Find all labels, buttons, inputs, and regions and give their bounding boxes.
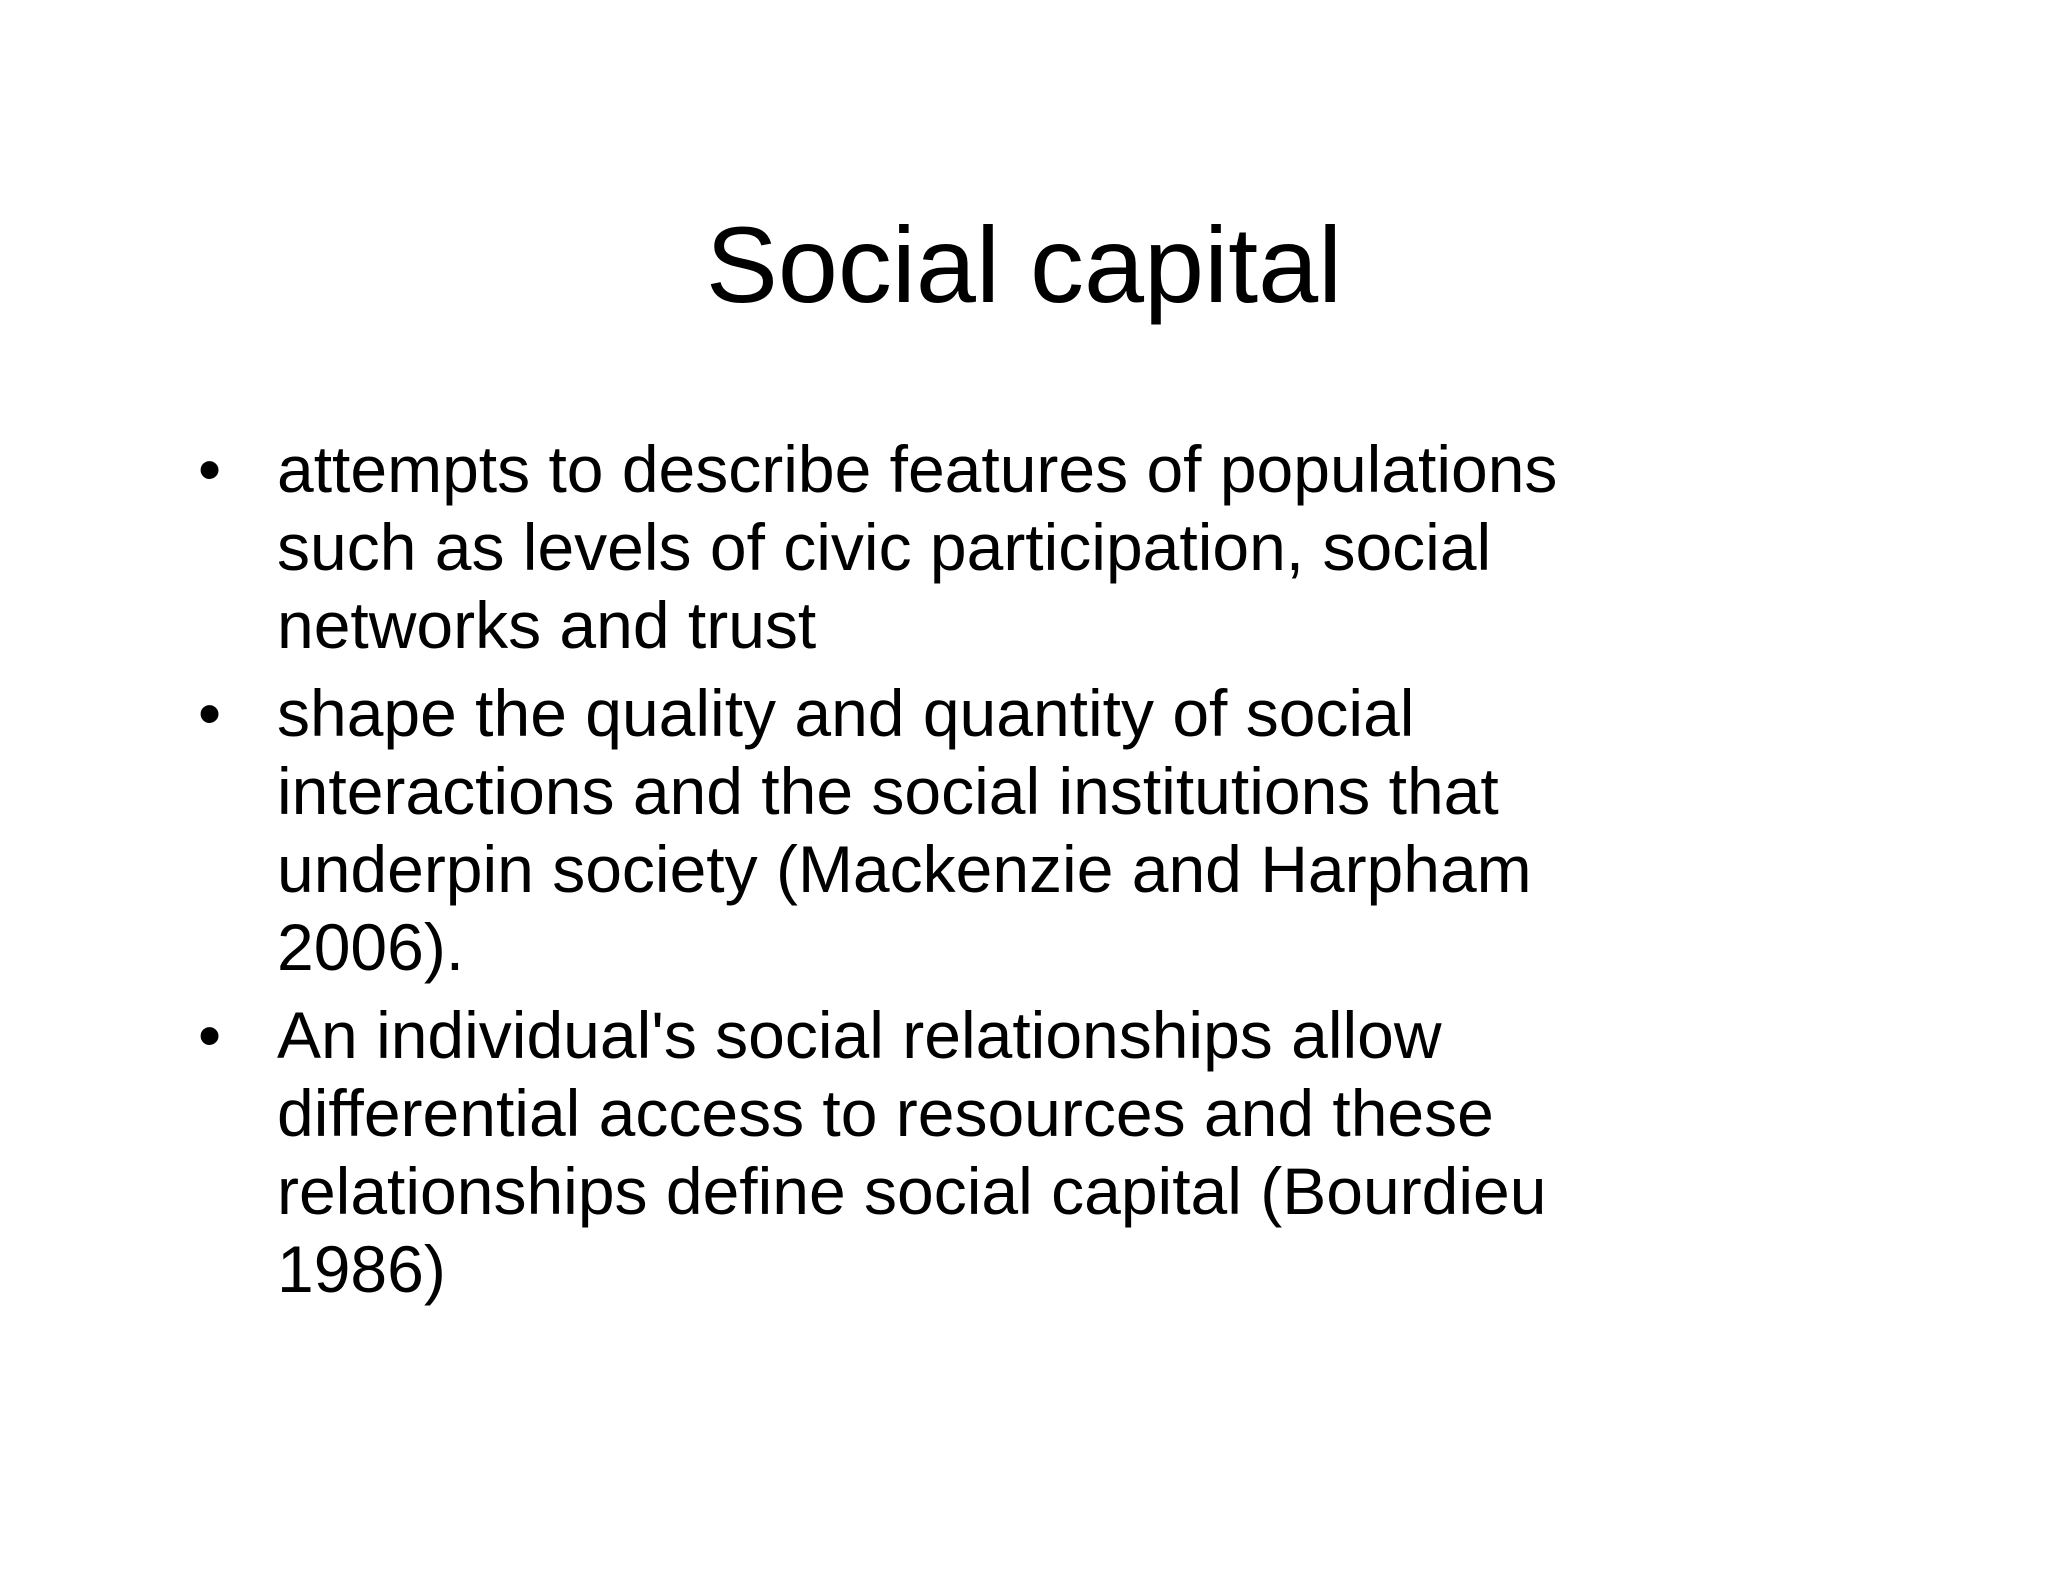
bullet-text-line: underpin society (Mackenzie and Harpham xyxy=(277,832,1532,906)
bullet-text-line: such as levels of civic participation, social xyxy=(277,510,1492,584)
bullet-text-line: networks and trust xyxy=(277,588,817,662)
bullet-icon: • xyxy=(198,676,222,750)
bullet-text-line: 2006). xyxy=(277,910,465,984)
bullet-text-line: 1986) xyxy=(277,1232,446,1306)
bullet-item xyxy=(198,674,1758,986)
bullet-item xyxy=(198,996,1758,1308)
bullet-text-line: shape the quality and quantity of social xyxy=(277,676,1415,750)
bullet-text-line: relationships define social capital (Bourdieu xyxy=(277,1154,1547,1228)
slide-title: Social capital xyxy=(705,204,1343,325)
bullet-icon: • xyxy=(198,432,222,506)
bullet-text-line: interactions and the social institutions that xyxy=(277,754,1499,828)
bullet-text-line: An individual's social relationships allow xyxy=(277,998,1442,1072)
bullet-text-line: differential access to resources and these xyxy=(277,1076,1494,1150)
bullet-item xyxy=(198,430,1758,664)
bullet-icon: • xyxy=(198,998,222,1072)
bullet-list xyxy=(198,430,1758,1318)
bullet-text-line: attempts to describe features of populations xyxy=(277,432,1558,506)
